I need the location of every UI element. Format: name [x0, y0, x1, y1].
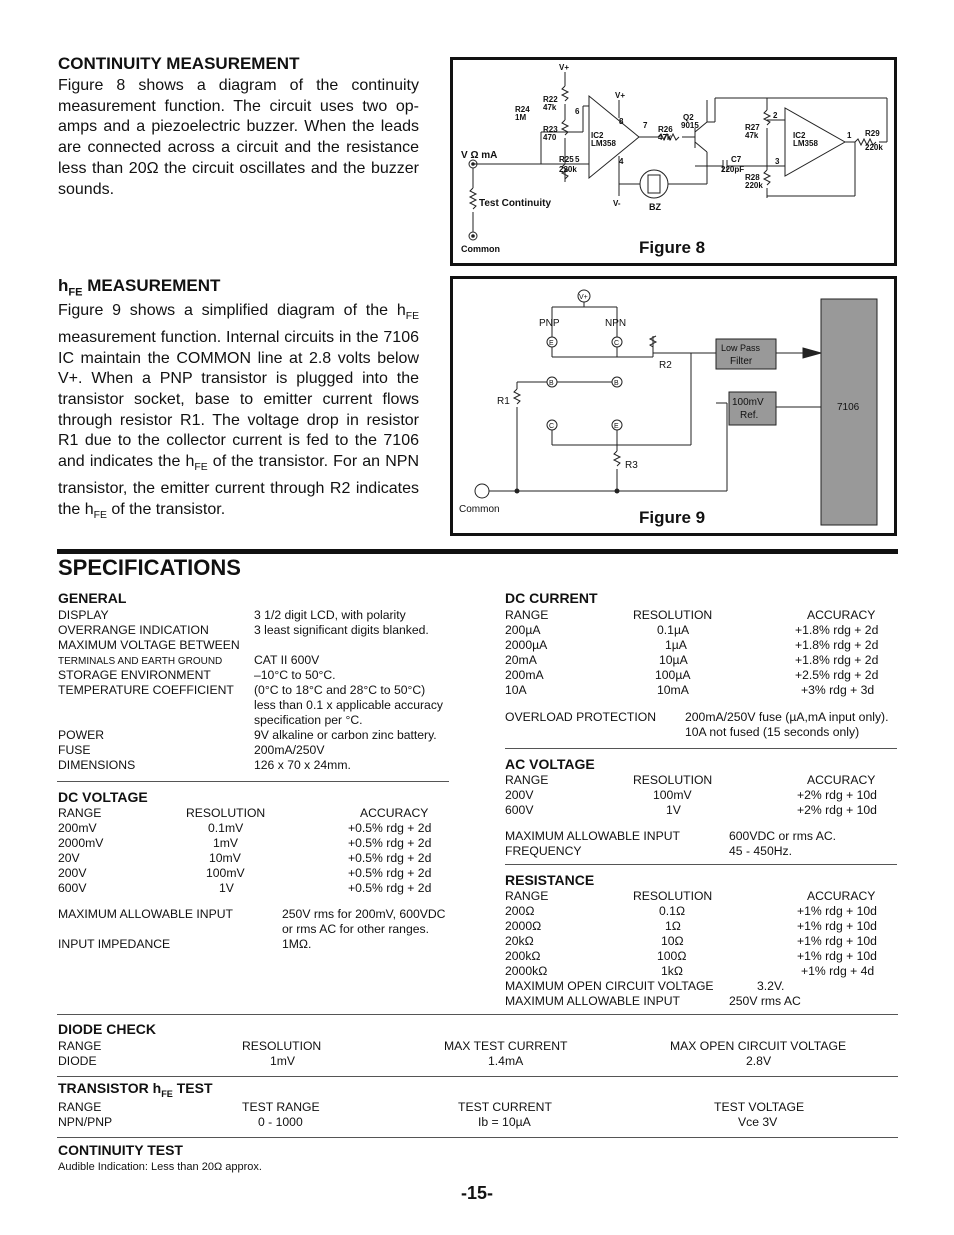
- dcv-row: 200V 100mV +0.5% rdg + 2d: [58, 866, 432, 880]
- acv-header-row: RANGE RESOLUTION ACCURACY: [505, 773, 876, 787]
- svg-text:R26: R26: [658, 125, 673, 134]
- svg-text:IC2: IC2: [591, 131, 604, 140]
- dci-row: 200µA 0.1µA +1.8% rdg + 2d: [505, 623, 879, 637]
- general-table: [58, 608, 450, 773]
- acv-heading: AC VOLTAGE: [505, 756, 595, 772]
- acv-row: 200V 100mV +2% rdg + 10d: [505, 788, 877, 802]
- svg-text:Q2: Q2: [683, 113, 694, 122]
- divider: [505, 864, 897, 865]
- svg-text:7106: 7106: [837, 402, 860, 413]
- figure-9-schematic: [453, 279, 894, 533]
- svg-text:Filter: Filter: [730, 356, 753, 367]
- svg-text:C: C: [614, 340, 620, 347]
- figure-8: [450, 57, 897, 266]
- svg-text:NPN: NPN: [605, 318, 627, 329]
- divider: [57, 1137, 898, 1138]
- svg-text:220k: 220k: [865, 143, 883, 152]
- svg-text:V+: V+: [615, 91, 626, 100]
- specs-rule: [57, 549, 898, 554]
- svg-text:9015: 9015: [681, 121, 699, 130]
- svg-text:47k: 47k: [658, 133, 672, 142]
- res-row: 2000Ω 1Ω +1% rdg + 10d: [505, 919, 877, 933]
- svg-text:V-: V-: [613, 199, 621, 208]
- res-row: 200Ω 0.1Ω +1% rdg + 10d: [505, 904, 877, 918]
- dci-notes: OVERLOAD PROTECTION 200mA/250V fuse (µA,mA input only). 10A not fused (15 seconds only): [505, 710, 889, 739]
- hfe-text: Figure 9 shows a simplified diagram of the $h_{FE}$ measurement function. Internal circuits in the 7106 IC maintain the COMMON line at 2.8 volts below V+. When a PNP transistor is plugged into the transistor socket, base to emitter current flows through resistor R1. The voltage drop in resistor R1 due to the collector current is fed to the 7106 and indicates the $h_{FE}$ of the transistor. For an NPN transistor, the emitter current through R2 indicates the $h_{FE}$ of the transistor.: [58, 302, 419, 521]
- res-heading: RESISTANCE: [505, 872, 595, 888]
- svg-text:R2: R2: [659, 360, 672, 371]
- svg-text:BZ: BZ: [649, 202, 661, 212]
- svg-text:47k: 47k: [745, 131, 759, 140]
- svg-text:R25: R25: [559, 155, 574, 164]
- dcv-notes: MAXIMUM ALLOWABLE INPUT 250V rms for 200mV, 600VDC or rms AC for other ranges. INPUT IMPEDANCE 1MΩ.: [58, 907, 446, 951]
- svg-text:Ref.: Ref.: [740, 410, 759, 421]
- svg-text:1M: 1M: [515, 113, 527, 122]
- dcv-row: 2000mV 1mV +0.5% rdg + 2d: [58, 836, 432, 850]
- svg-text:5: 5: [575, 155, 580, 164]
- res-row: 20kΩ 10Ω +1% rdg + 10d: [505, 934, 877, 948]
- svg-text:R1: R1: [497, 396, 510, 407]
- figure-8-label: Figure 8: [639, 238, 706, 257]
- general-row: POWER 9V alkaline or carbon zinc battery.: [58, 728, 437, 742]
- general-row: TEMPERATURE COEFFICIENT (0°C to 18°C and 28°C to 50°C): [58, 683, 426, 697]
- svg-text:R27: R27: [745, 123, 760, 132]
- dci-table: [505, 608, 897, 698]
- acv-notes: MAXIMUM ALLOWABLE INPUT 600VDC or rms AC. FREQUENCY 45 - 450Hz.: [505, 829, 837, 858]
- continuity-test-text: Audible Indication: Less than 20Ω approx.: [58, 1161, 262, 1173]
- general-row: less than 0.1 x applicable accuracy: [254, 698, 444, 712]
- svg-text:8: 8: [619, 117, 624, 126]
- divider: [57, 1076, 898, 1077]
- continuity-test-heading: CONTINUITY TEST: [58, 1142, 183, 1158]
- divider: [505, 748, 897, 749]
- svg-text:470: 470: [543, 133, 557, 142]
- res-header-row: RANGE RESOLUTION ACCURACY: [505, 889, 876, 903]
- diode-heading: DIODE CHECK: [58, 1021, 157, 1037]
- svg-text:E: E: [549, 340, 554, 347]
- dcv-heading: DC VOLTAGE: [58, 789, 148, 805]
- dcv-header-row: RANGE RESOLUTION ACCURACY: [58, 806, 429, 820]
- figure-8-schematic: [453, 60, 894, 263]
- general-row: STORAGE ENVIRONMENT –10°C to 50°C.: [58, 668, 336, 682]
- svg-text:C7: C7: [731, 155, 742, 164]
- dcv-row: 600V 1V +0.5% rdg + 2d: [58, 881, 432, 895]
- divider: [57, 1014, 898, 1015]
- svg-text:R28: R28: [745, 173, 760, 182]
- svg-text:V Ω mA: V Ω mA: [461, 150, 498, 161]
- svg-text:V+: V+: [559, 63, 570, 72]
- general-heading: GENERAL: [58, 590, 127, 606]
- divider: [57, 781, 449, 782]
- svg-text:R22: R22: [543, 95, 558, 104]
- hfe-heading: $h_{FE}$ MEASUREMENT: [58, 276, 221, 299]
- general-row: TERMINALS AND EARTH GROUND CAT II 600V: [58, 653, 320, 667]
- svg-text:2: 2: [773, 111, 778, 120]
- dci-row: 10A 10mA +3% rdg + 3d: [505, 683, 875, 697]
- dci-heading: DC CURRENT: [505, 590, 598, 606]
- svg-text:LM358: LM358: [591, 139, 616, 148]
- svg-text:Common: Common: [461, 244, 500, 254]
- svg-text:IC2: IC2: [793, 131, 806, 140]
- transistor-table: RANGE TEST RANGE TEST CURRENT TEST VOLTAGE NPN/PNP 0 - 1000 Ib = 10µA Vce 3V: [58, 1100, 805, 1129]
- svg-text:7: 7: [643, 121, 648, 130]
- svg-text:6: 6: [575, 107, 580, 116]
- continuity-heading: CONTINUITY MEASUREMENT: [58, 54, 300, 73]
- svg-text:R3: R3: [625, 460, 638, 471]
- svg-text:R24: R24: [515, 105, 530, 114]
- svg-text:220pF: 220pF: [721, 165, 745, 174]
- svg-text:220k: 220k: [559, 165, 577, 174]
- dci-header-row: RANGE RESOLUTION ACCURACY: [505, 608, 876, 622]
- svg-text:B: B: [549, 380, 554, 387]
- transistor-heading: TRANSISTOR $h_{FE}$ TEST: [58, 1080, 213, 1099]
- dcv-row: 200mV 0.1mV +0.5% rdg + 2d: [58, 821, 432, 835]
- svg-text:R23: R23: [543, 125, 558, 134]
- figure-9: [450, 276, 897, 536]
- svg-text:3: 3: [775, 157, 780, 166]
- dci-row: 2000µA 1µA +1.8% rdg + 2d: [505, 638, 879, 652]
- res-table: RANGE RESOLUTION ACCURACY 200Ω 0.1Ω +1% rdg + 10d 2000Ω 1Ω +1% rdg + 10d 20kΩ 10Ω +1% rdg + 10d 200kΩ 100Ω +1% rdg + 10d 2000kΩ 1kΩ +1% rdg + 4d MAXIMUM OPEN CIRCUIT VOLTAGE 3.2V. MAXIMUM ALLOWABLE INPUT 250V rms AC: [505, 889, 897, 1009]
- svg-text:C: C: [549, 423, 555, 430]
- svg-text:PNP: PNP: [539, 318, 560, 329]
- svg-text:Test Continuity: Test Continuity: [479, 198, 552, 209]
- dcv-table: [58, 806, 450, 896]
- svg-text:47k: 47k: [543, 103, 557, 112]
- dci-row: 20mA 10µA +1.8% rdg + 2d: [505, 653, 879, 667]
- svg-text:1: 1: [847, 131, 852, 140]
- general-row: MAXIMUM VOLTAGE BETWEEN: [58, 638, 240, 652]
- svg-text:Common: Common: [459, 504, 500, 515]
- svg-text:4: 4: [619, 157, 624, 166]
- svg-text:V+: V+: [579, 294, 588, 301]
- page-number: -15-: [461, 1183, 494, 1203]
- general-row: FUSE 200mA/250V: [58, 743, 325, 757]
- svg-text:Low Pass: Low Pass: [721, 343, 761, 353]
- svg-text:E: E: [614, 423, 619, 430]
- general-row: specification per °C.: [254, 713, 363, 727]
- general-row: DISPLAY 3 1/2 digit LCD, with polarity: [58, 608, 406, 622]
- svg-text:100mV: 100mV: [732, 397, 764, 408]
- continuity-text: Figure 8 shows a diagram of the continuity measurement function. The circuit uses two op-amps and a piezoelectric buzzer. When the leads are connected across a circuit and the resistance less than 20Ω the circuit oscillates and the buzzer sounds.: [58, 77, 419, 198]
- res-row: 2000kΩ 1kΩ +1% rdg + 4d: [505, 964, 875, 978]
- general-row: DIMENSIONS 126 x 70 x 24mm.: [58, 758, 351, 772]
- dci-row: 200mA 100µA +2.5% rdg + 2d: [505, 668, 879, 682]
- svg-text:B: B: [614, 380, 619, 387]
- figure-9-label: Figure 9: [639, 508, 706, 527]
- diode-table: RANGE RESOLUTION MAX TEST CURRENT MAX OPEN CIRCUIT VOLTAGE DIODE 1mV 1.4mA 2.8V: [58, 1039, 847, 1068]
- svg-text:LM358: LM358: [793, 139, 818, 148]
- specs-title: SPECIFICATIONS: [58, 555, 241, 580]
- res-row: 200kΩ 100Ω +1% rdg + 10d: [505, 949, 877, 963]
- svg-text:220k: 220k: [745, 181, 763, 190]
- general-row: OVERRANGE INDICATION 3 least significant digits blanked.: [58, 623, 429, 637]
- svg-text:R29: R29: [865, 129, 880, 138]
- acv-table: [505, 773, 897, 818]
- dcv-row: 20V 10mV +0.5% rdg + 2d: [58, 851, 432, 865]
- acv-row: 600V 1V +2% rdg + 10d: [505, 803, 877, 817]
